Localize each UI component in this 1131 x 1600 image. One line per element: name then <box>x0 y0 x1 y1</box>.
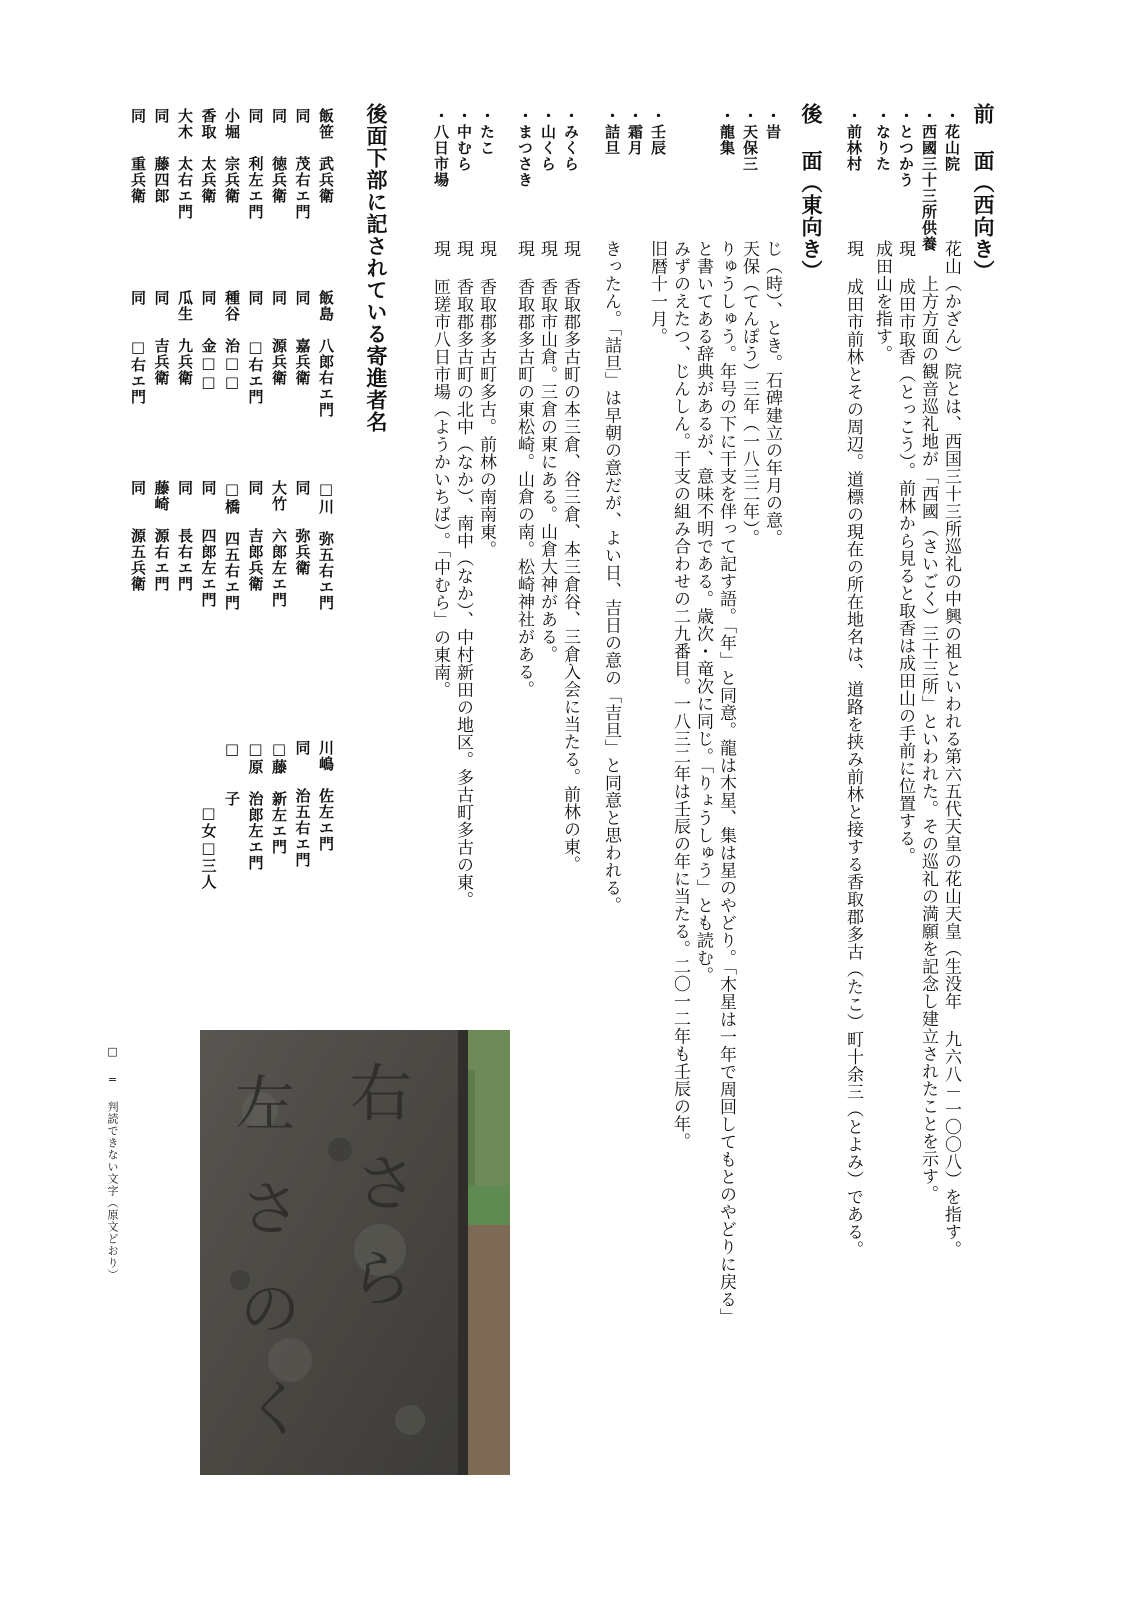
donor-name: 大木 太右エ門 <box>176 108 194 220</box>
back-term-7: ・霜月 <box>626 108 644 156</box>
back-line-9: 現 香取郡多古町の本三倉、谷三倉、本三倉谷、三倉入会に当たる。前林の東。 <box>560 240 580 873</box>
back-line-6: 旧暦十一月。 <box>647 240 667 345</box>
back-line-4: と書いてある辞典があるが、意味不明である。歳次・竜次に同じ。「りょうしゅう」とも読む。 <box>693 240 713 984</box>
front-line-4: 成田山を指す。 <box>872 240 892 363</box>
donor-name: 同 □右エ門 <box>129 290 147 405</box>
donor-name: 同 源五兵衛 <box>129 480 147 592</box>
donor-name: 小堀 宗兵衛 <box>223 108 241 204</box>
donor-name: □橋 四五右エ門 <box>223 480 241 611</box>
stone-marker-photo <box>200 1030 510 1475</box>
carved-glyph: さ <box>240 1175 300 1245</box>
donor-name: □川 弥五右エ門 <box>317 480 335 611</box>
donor-name: □原 治郎左エ門 <box>246 740 265 871</box>
back-heading: 後 面（東向き） <box>799 103 823 282</box>
back-line-11: 現 香取郡多古町の東松崎。山倉の南。松崎神社がある。 <box>514 240 534 698</box>
donor-name: 香取 太兵衛 <box>199 108 218 204</box>
donor-name: 種谷 治□□ <box>223 290 241 392</box>
front-line-5: 現 成田市前林とその周辺。道標の現在の所在地名は、道路を挟み前林と接する香取郡多古（たこ）町十余三（とよみ）である。 <box>843 240 863 1258</box>
donor-name: 同 吉郎兵衛 <box>246 480 265 592</box>
donor-name: 川嶋 佐左エ門 <box>317 740 335 852</box>
back-term-11: ・まつさき <box>516 108 534 188</box>
donor-name: 同 長右エ門 <box>176 480 194 592</box>
back-term-1: ・旹 <box>764 108 782 140</box>
donor-name: 同 金□□ <box>199 290 218 392</box>
front-term-4: ・なりた <box>874 108 892 172</box>
donor-name: 飯笹 武兵衛 <box>317 108 335 204</box>
donor-name: 同 利左エ門 <box>246 108 265 220</box>
donor-name: 大竹 六郎左エ門 <box>270 480 288 608</box>
carved-glyph: く <box>245 1375 305 1445</box>
carved-glyph: 左 <box>235 1070 295 1140</box>
back-line-14: 現 匝瑳市八日市場（ようかいちば）。「中むら」の東南。 <box>430 240 450 699</box>
donor-name: □女□三人 <box>199 740 218 890</box>
donor-name: 瓜生 九兵衛 <box>176 290 194 386</box>
back-term-12: ・たこ <box>478 108 496 156</box>
donor-name: 藤崎 源右エ門 <box>152 480 171 592</box>
front-line-2: 上方方面の観音巡礼地が「西國（さいごく）三十三所」といわれた。その巡礼の満願を記念し建立されたことを示す。 <box>918 240 938 1203</box>
donor-name: □藤 新左エ門 <box>270 740 288 855</box>
back-term-10: ・山くら <box>539 108 557 172</box>
back-line-3: りゅうしゅう。年号の下に干支を伴って記す語。「年」と同意。龍は木星、集は星のやどり。「木星は一年で周回してもとのやどりに戻る」 <box>716 240 736 1326</box>
donor-name: 同 四郎左エ門 <box>199 480 218 608</box>
back-line-10: 現 香取市山倉。三倉の東にある。山倉大神がある。 <box>537 240 557 663</box>
back-term-9: ・みくら <box>562 108 580 172</box>
front-term-2: ・西國三十三所供養 <box>920 108 938 252</box>
back-term-14: ・八日市場 <box>432 108 450 188</box>
front-term-3: ・とつかう <box>897 108 915 188</box>
back-line-13: 現 香取郡多古町の北中（なか）、南中（なか）、中村新田の地区。多古町多古の東。 <box>453 240 473 909</box>
carved-glyph: さ <box>355 1147 418 1220</box>
donor-name: 飯島 八郎右エ門 <box>317 290 335 418</box>
donor-name: 同 源兵衛 <box>270 290 288 386</box>
front-term-1: ・花山院 <box>943 108 961 172</box>
back-line-2: 天保（てんぽう）三年（一八三二年）。 <box>739 240 759 547</box>
donors-note-illegible: □ = 判読できない文字（原文どおり） <box>106 1045 119 1281</box>
donor-name: 同 藤四郎 <box>152 108 171 204</box>
back-term-3: ・龍集 <box>718 108 736 156</box>
front-heading: 前 面（西向き） <box>971 103 995 282</box>
back-term-2: ・天保三 <box>741 108 759 172</box>
donor-name: 同 徳兵衛 <box>270 108 288 204</box>
front-line-3: 現 成田市取香（とっこう）。前林から見ると取香は成田山の手前に位置する。 <box>895 240 915 865</box>
donor-name: 同 治五右エ門 <box>293 740 312 868</box>
donor-name: 同 茂右エ門 <box>293 108 312 220</box>
front-line-1: 花山（かざん）院とは、西国三十三所巡礼の中興の祖といわれる第六五代天皇の花山天皇（生没年 九六八－一〇〇八）を指す。 <box>941 240 961 1258</box>
back-term-8: ・詰旦 <box>603 108 621 156</box>
back-line-7: きったん。「詰旦」は早朝の意だが、よい日、吉日の意の「吉旦」と同意と思われる。 <box>601 240 621 914</box>
donor-name: 同 □右エ門 <box>246 290 265 405</box>
back-line-12: 現 香取郡多古町多古。前林の南南東。 <box>476 240 496 558</box>
stone-marker-image <box>200 1030 510 1475</box>
donors-heading: 後面下部に記されている寄進者名 <box>364 103 388 433</box>
donor-name: 同 嘉兵衛 <box>293 290 312 386</box>
back-line-1: じ（時）、とき。石碑建立の年月の意。 <box>762 240 782 547</box>
back-line-5: みずのえたつ、じんしん。干支の組み合わせの二九番目。一八三二年は壬辰の年に当たる。二〇一二年も壬辰の年。 <box>670 240 690 1150</box>
carved-glyph: ら <box>350 1242 413 1315</box>
front-term-5: ・前林村 <box>845 108 863 172</box>
donor-name: 同 重兵衛 <box>129 108 147 204</box>
carved-glyph: 右 <box>350 1057 413 1130</box>
back-term-13: ・中むら <box>455 108 473 172</box>
back-term-6: ・壬辰 <box>649 108 667 156</box>
donor-name: 同 吉兵衛 <box>152 290 171 386</box>
donor-name: 同 弥兵衛 <box>293 480 312 576</box>
donor-name: □ 子 <box>223 740 241 807</box>
carved-glyph: の <box>240 1275 300 1345</box>
